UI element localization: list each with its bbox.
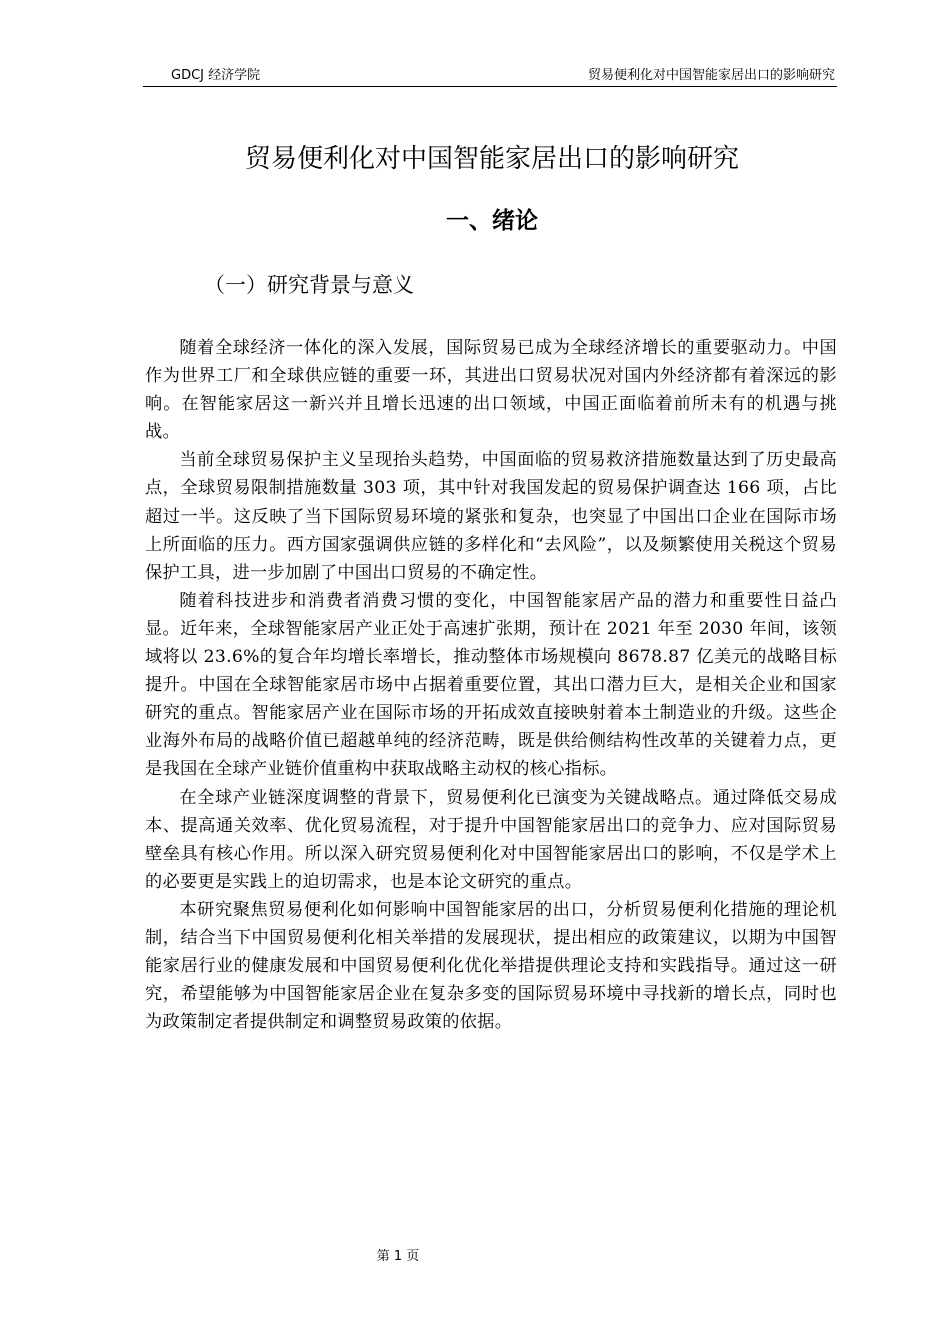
paragraph: 当前全球贸易保护主义呈现抬头趋势，中国面临的贸易救济措施数量达到了历史最高点，全球贸易限制措施数量 303 项，其中针对我国发起的贸易保护调查达 166 项，占比超过一半。这反映了当下国际贸易环境的紧张和复杂，也突显了中国出口企业在国际市场上所面临的压力。西方国家强调供应链的多样化和“去风险”，以及频繁使用关税这个贸易保护工具，进一步加剧了中国出口贸易的不确定性。: [145, 450, 837, 583]
header-school-name: GDCJ 经济学院: [171, 68, 261, 83]
section-heading: （一）研究背景与意义: [204, 273, 414, 297]
page-header: [143, 66, 837, 87]
paragraph: 在全球产业链深度调整的背景下，贸易便利化已演变为关键战略点。通过降低交易成本、提高通关效率、优化贸易流程，对于提升中国智能家居出口的竞争力、应对国际贸易壁垒具有核心作用。所以深入研究贸易便利化对中国智能家居出口的影响，不仅是学术上的必要更是实践上的迫切需求，也是本论文研究的重点。: [145, 787, 837, 892]
paragraph: 随着科技进步和消费者消费习惯的变化，中国智能家居产品的潜力和重要性日益凸显。近年来，全球智能家居产业正处于高速扩张期，预计在 2021 年至 2030 年间，该领域将以 23.6%的复合年均增长率增长，推动整体市场规模向 8678.87 亿美元的战略目标提升。中国在全球智能家居市场中占据着重要位置，其出口潜力巨大，是相关企业和国家研究的重点。智能家居产业在国际市场的开拓成效直接映射着本土制造业的升级。这些企业海外布局的战略价值已超越单纯的经济范畴，既是供给侧结构性改革的关键着力点，更是我国在全球产业链价值重构中获取战略主动权的核心指标。: [145, 590, 837, 780]
body-text: [145, 334, 837, 1036]
header-paper-title: 贸易便利化对中国智能家居出口的影响研究: [587, 68, 835, 83]
chapter-heading: 一、绪论: [446, 208, 538, 234]
paragraph: 本研究聚焦贸易便利化如何影响中国智能家居的出口，分析贸易便利化措施的理论机制，结合当下中国贸易便利化相关举措的发展现状，提出相应的政策建议，以期为中国智能家居行业的健康发展和中国贸易便利化优化举措提供理论支持和实践指导。通过这一研究，希望能够为中国智能家居企业在复杂多变的国际贸易环境中寻找新的增长点，同时也为政策制定者提供制定和调整贸易政策的依据。: [145, 899, 837, 1033]
paragraph: 随着全球经济一体化的深入发展，国际贸易已成为全球经济增长的重要驱动力。中国作为世界工厂和全球供应链的重要一环，其进出口贸易状况对国内外经济都有着深远的影响。在智能家居这一新兴并且增长迅速的出口领域，中国正面临着前所未有的机遇与挑战。: [145, 338, 837, 443]
document-title: 贸易便利化对中国智能家居出口的影响研究: [244, 144, 739, 174]
page-number: 第 1 页: [376, 1249, 420, 1264]
